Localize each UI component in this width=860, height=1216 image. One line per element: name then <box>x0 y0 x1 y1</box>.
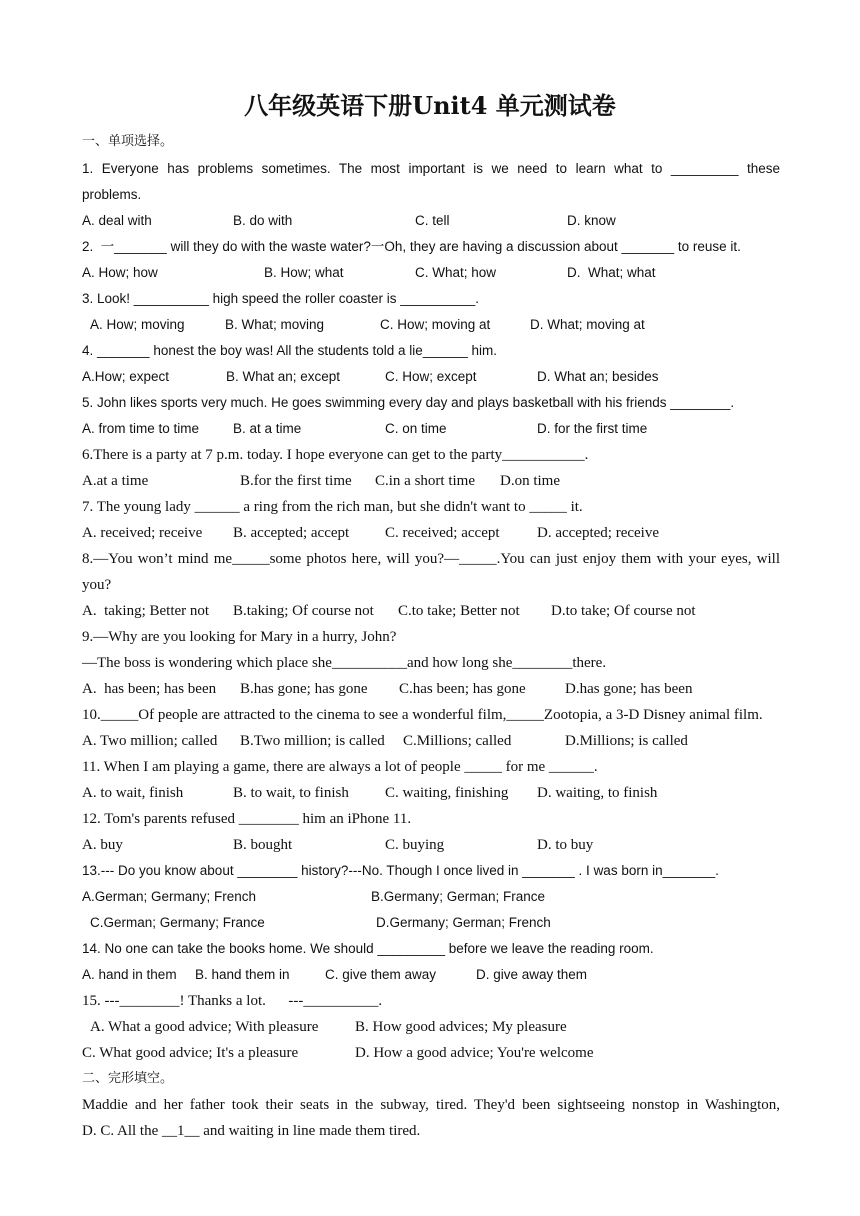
option-b: B.Two million; is called <box>240 733 385 749</box>
option-b: B. How; what <box>264 265 344 280</box>
option-a: A. received; receive <box>82 525 203 541</box>
question-3-text: 3. Look! __________ high speed the roller coaster is __________. <box>82 291 480 306</box>
option-d: D.has gone; has been <box>565 681 693 697</box>
option-a: A. What a good advice; With pleasure <box>90 1019 319 1035</box>
option-b: B.Germany; German; France <box>371 889 546 904</box>
option-a: A. Two million; called <box>82 733 218 749</box>
question-5-text: 5. John likes sports very much. He goes swimming every day and plays basketball with his friends ________. <box>82 395 735 410</box>
option-a: A. has been; has been <box>82 681 217 697</box>
option-c: C. received; accept <box>385 525 500 541</box>
option-b: B.taking; Of course not <box>233 603 374 619</box>
passage-text: Maddie and her father took their seats in the subway, tired. They'd been sightseeing nonstop in Washington, <box>82 1097 780 1113</box>
option-c: C. How; except <box>385 369 477 384</box>
passage-text-cont: D. C. All the __1__ and waiting in line made them tired. <box>82 1123 421 1139</box>
option-b: B. What an; except <box>226 369 341 384</box>
option-b: B. What; moving <box>225 317 325 332</box>
option-c: C.has been; has gone <box>399 681 526 697</box>
option-d: D. for the first time <box>537 421 648 436</box>
option-c: C. How; moving at <box>380 317 491 332</box>
option-b: B. do with <box>233 213 293 228</box>
option-a: A. from time to time <box>82 421 200 436</box>
option-d: D. What; what <box>567 265 656 280</box>
option-c: C. buying <box>385 837 445 853</box>
option-b: B. hand them in <box>195 967 290 982</box>
question-2-text: 2. 一_______ will they do with the waste water?一Oh, they are having a discussion about _______ to reuse it. <box>82 239 741 254</box>
option-a: A. hand in them <box>82 967 177 982</box>
option-a: A. How; how <box>82 265 158 280</box>
question-15-text: 15. ---________! Thanks a lot. ---__________. <box>82 993 383 1009</box>
option-c: C. What; how <box>415 265 497 280</box>
option-d: D.Germany; German; French <box>376 915 551 930</box>
option-d: D. What an; besides <box>537 369 659 384</box>
option-d: D. How a good advice; You're welcome <box>355 1045 594 1061</box>
option-c: C.in a short time <box>375 473 475 489</box>
question-1-text: 1. Everyone has problems sometimes. The most important is we need to learn what to _________ these <box>82 161 780 176</box>
option-a: A.at a time <box>82 473 149 489</box>
option-b: B.has gone; has gone <box>240 681 368 697</box>
question-8-text-cont: you? <box>82 577 112 593</box>
option-a: A. buy <box>82 837 123 853</box>
question-11-text: 11. When I am playing a game, there are always a lot of people _____ for me ______. <box>82 759 598 775</box>
question-6-text: 6.There is a party at 7 p.m. today. I hope everyone can get to the party___________. <box>82 447 589 463</box>
option-d: D.to take; Of course not <box>551 603 696 619</box>
option-a: A. deal with <box>82 213 152 228</box>
question-4-text: 4. _______ honest the boy was! All the students told a lie______ him. <box>82 343 498 358</box>
question-8-text: 8.—You won’t mind me_____some photos here, will you?—_____.You can just enjoy them with your eyes, will <box>82 551 780 567</box>
option-a: A. to wait, finish <box>82 785 184 801</box>
question-7-text: 7. The young lady ______ a ring from the rich man, but she didn't want to _____ it. <box>82 499 583 515</box>
option-d: D. to buy <box>537 837 594 853</box>
option-c: C. What good advice; It's a pleasure <box>82 1045 299 1061</box>
option-b: B. accepted; accept <box>233 525 350 541</box>
question-12-text: 12. Tom's parents refused ________ him an iPhone 11. <box>82 811 412 827</box>
question-14-text: 14. No one can take the books home. We should _________ before we leave the reading room. <box>82 941 654 956</box>
option-b: B. at a time <box>233 421 302 436</box>
option-a: A. taking; Better not <box>82 603 210 619</box>
question-13-text: 13.--- Do you know about ________ history?---No. Though I once lived in _______ . I was born in_______. <box>82 863 719 878</box>
question-10-text: 10._____Of people are attracted to the cinema to see a wonderful film,_____Zootopia, a 3-D Disney animal film. <box>82 707 763 723</box>
option-c: C. waiting, finishing <box>385 785 509 801</box>
option-d: D. know <box>567 213 616 228</box>
option-d: D.Millions; is called <box>565 733 688 749</box>
question-9-text: 9.—Why are you looking for Mary in a hurry, John? <box>82 629 397 645</box>
option-c: C. give them away <box>325 967 437 982</box>
option-b: B. bought <box>233 837 293 853</box>
page-title: 八年级英语下册Unit4 单元测试卷 <box>244 91 616 120</box>
option-d: D. give away them <box>476 967 588 982</box>
option-c: C. on time <box>385 421 447 436</box>
option-b: B. to wait, to finish <box>233 785 349 801</box>
option-c: C.to take; Better not <box>398 603 520 619</box>
option-a: A.How; expect <box>82 369 170 384</box>
question-9-text-cont: —The boss is wondering which place she__________and how long she________there. <box>82 655 607 671</box>
option-b: B. How good advices; My pleasure <box>355 1019 567 1035</box>
option-d: D. What; moving at <box>530 317 645 332</box>
option-b: B.for the first time <box>240 473 352 489</box>
option-a: A.German; Germany; French <box>82 889 257 904</box>
option-d: D. waiting, to finish <box>537 785 658 801</box>
option-c: C.Millions; called <box>403 733 512 749</box>
option-c: C.German; Germany; France <box>90 915 265 930</box>
section-heading-cloze: 二、完形填空。 <box>82 1071 174 1086</box>
option-d: D. accepted; receive <box>537 525 659 541</box>
option-c: C. tell <box>415 213 450 228</box>
option-d: D.on time <box>500 473 560 489</box>
option-a: A. How; moving <box>90 317 185 332</box>
question-1-text-cont: problems. <box>82 187 142 202</box>
section-heading-single-choice: 一、单项选择。 <box>82 134 174 149</box>
